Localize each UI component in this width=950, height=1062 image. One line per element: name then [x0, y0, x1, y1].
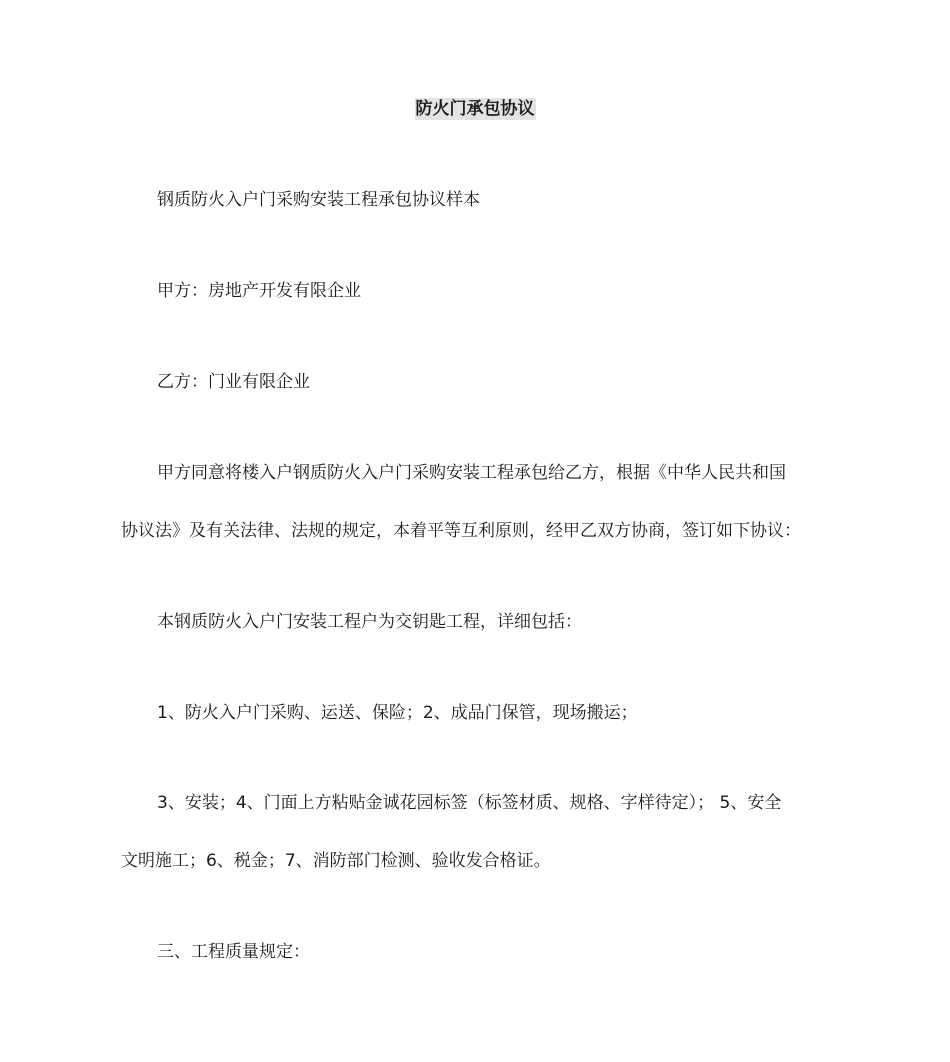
section-heading-quality: 三、工程质量规定：: [157, 942, 310, 962]
paragraph-line: 甲方同意将楼入户钢质防火入户门采购安装工程承包给乙方，根据《中华人民共和国: [157, 463, 786, 483]
paragraph-scope-items-1: 1、防火入户门采购、运送、保险；2、成品门保管，现场搬运；: [157, 703, 638, 723]
paragraph-line: 协议法》及有关法律、法规的规定，本着平等互利原则，经甲乙双方协商，签订如下协议：: [121, 521, 801, 541]
document-title-text: 防火门承包协议: [415, 99, 535, 119]
paragraph-subtitle: 钢质防火入户门采购安装工程承包协议样本: [157, 190, 480, 210]
paragraph-party-a: 甲方：房地产开发有限企业: [157, 281, 361, 301]
document-title: [0, 96, 950, 122]
paragraph-scope-intro: 本钢质防火入户门安装工程户为交钥匙工程，详细包括：: [157, 612, 582, 632]
paragraph-scope-items-2: [121, 774, 833, 890]
paragraph-agreement-basis: [121, 444, 833, 560]
paragraph-line: 文明施工；6、税金；7、消防部门检测、验收发合格证。: [121, 851, 551, 871]
paragraph-party-b: 乙方：门业有限企业: [157, 372, 310, 392]
paragraph-line: 3、安装；4、门面上方粘贴金诚花园标签（标签材质、规格、字样待定）； 5、安全: [157, 793, 782, 813]
